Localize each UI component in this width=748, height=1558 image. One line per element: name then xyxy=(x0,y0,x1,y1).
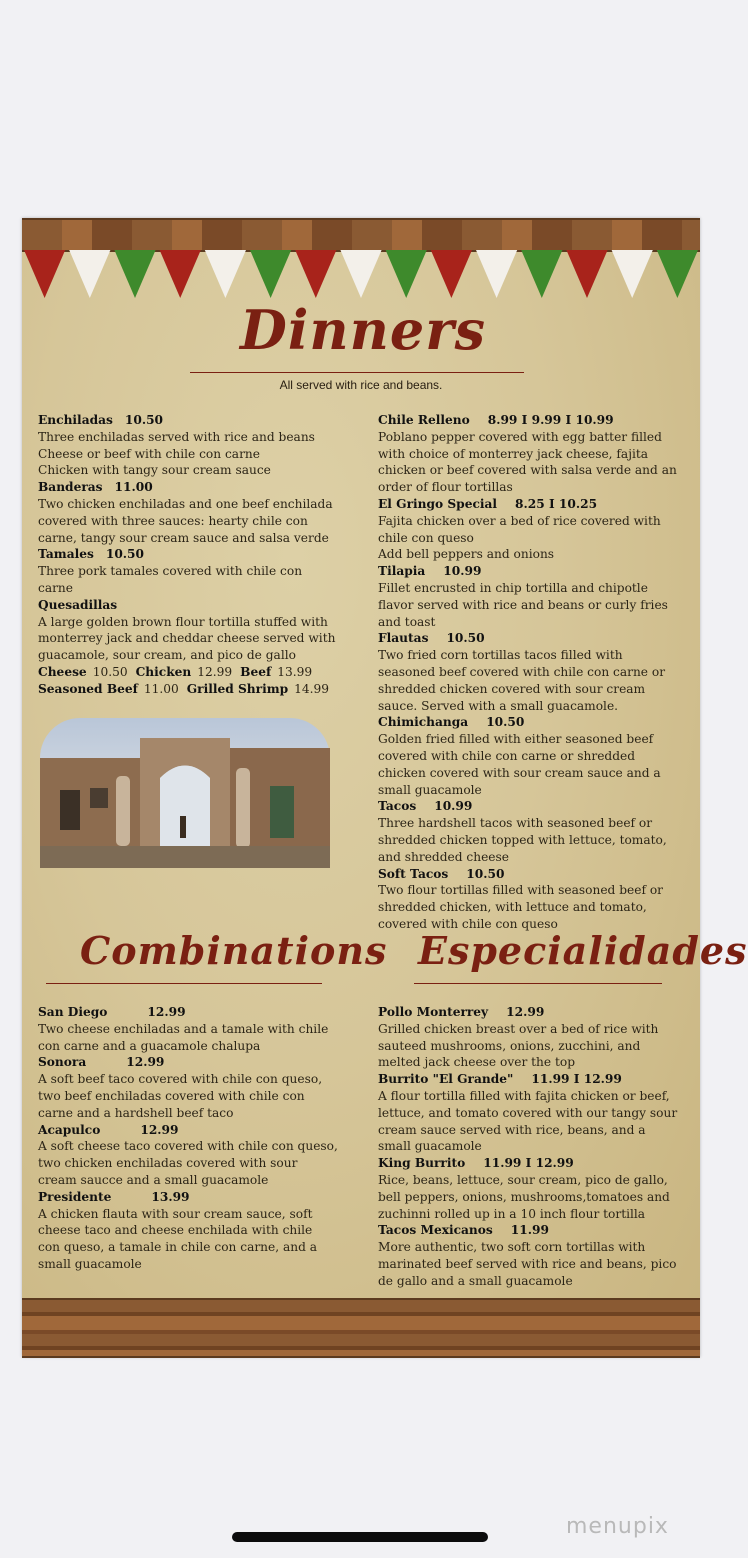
menu-item-description: Chicken with tangy sour cream sauce xyxy=(38,463,271,478)
combinations-rule xyxy=(46,983,322,984)
menu-item-price: 13.99 xyxy=(151,1189,190,1204)
flag-pennant xyxy=(476,250,517,298)
menu-item-description: Rice, beans, lettuce, sour cream, pico de gallo, bell peppers, onions, mushrooms,tomatoes and zuchinni rolled up in a 10 inch flour tortilla xyxy=(378,1172,670,1221)
menu-item-price: 10.50 xyxy=(446,631,485,646)
menu-page xyxy=(22,218,748,1357)
dinners-subtitle: All served with rice and beans. xyxy=(279,378,443,392)
menu-item-name: Pollo Monterrey xyxy=(378,1005,489,1019)
menu-item-name: King Burrito xyxy=(378,1156,466,1171)
menu-item-name: Quesadillas xyxy=(38,597,118,612)
menu-item-price: 10.99 xyxy=(443,564,482,579)
menu-item xyxy=(378,496,678,563)
menu-item-price: 12.99 xyxy=(147,1005,186,1019)
menu-item-price: 11.99 I 12.99 xyxy=(483,1156,574,1171)
menu-item xyxy=(378,714,678,798)
menu-item-price: 10.99 xyxy=(434,799,473,814)
menu-item xyxy=(38,1004,338,1054)
especialidades-title: Especialidades xyxy=(418,928,748,973)
menu-item-description: Three pork tamales covered with chile con carne xyxy=(38,564,303,595)
menu-item-price: 11.99 xyxy=(510,1223,549,1238)
menu-item-price: 10.50 xyxy=(466,866,505,881)
menu-item-description: More authentic, two soft corn tortillas with marinated beef served with rice and beans, pico de gallo and a small guacamole xyxy=(378,1240,677,1288)
menu-item xyxy=(38,546,338,596)
menu-item-description: A chicken flauta with sour cream sauce, soft cheese taco and cheese enchilada with chile con queso, a tamale in chile con carne, and a small guacamole xyxy=(38,1206,318,1271)
menu-item-description: Three enchiladas served with rice and beans xyxy=(38,429,315,444)
menu-item xyxy=(38,412,338,479)
menu-item-description: Two cheese enchiladas and a tamale with chile con carne and a guacamole chalupa xyxy=(38,1021,329,1053)
menu-item-name: Banderas xyxy=(38,480,103,495)
wood-border-top xyxy=(22,218,700,252)
menu-item xyxy=(378,798,678,865)
menu-item xyxy=(38,1122,338,1189)
flag-pennant xyxy=(612,250,653,298)
flag-pennant xyxy=(114,250,155,298)
dinners-left-column xyxy=(38,412,338,698)
menu-item-name: Sonora xyxy=(38,1055,87,1070)
menu-item-name: Tacos Mexicanos xyxy=(378,1223,493,1238)
dinners-rule xyxy=(190,372,524,373)
flag-pennant xyxy=(205,250,246,298)
flag-pennant xyxy=(521,250,562,298)
menu-item xyxy=(378,1071,678,1155)
menu-item-description: A soft cheese taco covered with chile con queso, two chicken enchiladas covered with sour cream saucce and a small guacamole xyxy=(38,1139,338,1187)
menu-item-price: 12.99 xyxy=(506,1005,545,1019)
menu-item-price: 11.99 I 12.99 xyxy=(531,1072,622,1087)
menu-item-price: 12.99 xyxy=(140,1122,179,1137)
quesadilla-option-price: 12.99 xyxy=(197,664,233,679)
menu-item-price: 8.25 I 10.25 xyxy=(515,496,598,511)
menu-item-description: Fillet encrusted in chip tortilla and chipotle flavor served with rice and beans or curly fries and toast xyxy=(378,580,668,629)
menu-item-name: Enchiladas xyxy=(38,413,113,427)
flag-pennant xyxy=(431,250,472,298)
menu-item-name: Burrito "El Grande" xyxy=(378,1072,514,1087)
menu-item-description: Poblano pepper covered with egg batter filled with choice of monterrey jack cheese, fajita chicken or beef covered with salsa verde and an order of flour tortillas xyxy=(378,429,677,495)
menu-item xyxy=(378,563,678,630)
menu-item-description: Three hardshell tacos with seasoned beef or shredded chicken topped with lettuce, tomato, and shredded cheese xyxy=(378,816,667,864)
flag-pennant xyxy=(566,250,607,298)
menu-item-description: Add bell peppers and onions xyxy=(378,547,555,562)
quesadilla-options-row xyxy=(38,664,338,681)
quesadilla-option-label: Beef xyxy=(240,664,272,679)
quesadilla-option-price: 11.00 xyxy=(143,681,179,696)
menu-item-name: Soft Tacos xyxy=(378,866,449,881)
quesadilla-option-label: Chicken xyxy=(135,664,192,679)
menu-item xyxy=(378,1155,678,1222)
menu-item xyxy=(378,1222,678,1289)
menu-item-price: 10.50 xyxy=(486,715,525,730)
menu-item-name: Presidente xyxy=(38,1189,112,1204)
menu-item-description: Two chicken enchiladas and one beef enchilada covered with three sauces: hearty chile con carne, tangy sour cream sauce and salsa verde xyxy=(38,496,333,545)
menu-item xyxy=(38,479,338,546)
menu-item-price: 11.00 xyxy=(114,480,153,495)
quesadilla-option-price: 13.99 xyxy=(277,664,313,679)
menu-item xyxy=(38,1054,338,1121)
flag-pennant xyxy=(295,250,336,298)
menu-item-description: A flour tortilla filled with fajita chicken or beef, lettuce, and tomato covered with our tangy sour cream sauce served with rice, beans, and a small guacamole xyxy=(378,1088,678,1154)
menu-item xyxy=(378,866,678,933)
menu-item-description: Fajita chicken over a bed of rice covered with chile con queso xyxy=(378,513,661,545)
menu-item xyxy=(378,412,678,496)
menu-item-name: El Gringo Special xyxy=(378,496,498,511)
menu-item-description: Golden fried filled with either seasoned beef covered with chile con carne or shredded chicken covered with sour cream sauce and a small guacamole xyxy=(378,732,661,797)
menu-item-description: Grilled chicken breast over a bed of rice with sauteed mushrooms, onions, zucchini, and melted jack cheese over the top xyxy=(378,1021,659,1070)
menu-item-name: San Diego xyxy=(38,1005,108,1019)
quesadilla-option-label: Cheese xyxy=(38,664,87,679)
especialidades-rule xyxy=(414,983,662,984)
flag-pennant xyxy=(69,250,110,298)
dinners-title: Dinners xyxy=(240,298,487,362)
quesadilla-options-row xyxy=(38,681,338,698)
menu-item xyxy=(378,630,678,714)
especialidades-column xyxy=(378,1004,678,1290)
menu-item-name: Acapulco xyxy=(38,1122,101,1137)
menu-item xyxy=(378,1004,678,1071)
quesadilla-option-label: Grilled Shrimp xyxy=(186,681,289,696)
flag-pennant xyxy=(657,250,698,298)
menu-item-name: Tamales xyxy=(38,547,94,562)
menu-item-description: A soft beef taco covered with chile con queso, two beef enchiladas covered with chile con carne and a hardshell beef taco xyxy=(38,1072,323,1120)
menu-item-name: Chimichanga xyxy=(378,715,469,730)
flag-pennant xyxy=(340,250,381,298)
menupix-watermark: menupix xyxy=(566,1514,669,1539)
home-indicator[interactable] xyxy=(232,1532,488,1542)
dinners-right-column xyxy=(378,412,678,933)
menu-item-description: A large golden brown flour tortilla stuffed with monterrey jack and cheddar cheese served with guacamole, sour cream, and pico de gallo xyxy=(38,614,336,663)
quesadilla-option-price: 10.50 xyxy=(92,664,128,679)
menu-item-description: Cheese or beef with chile con carne xyxy=(38,446,260,461)
wood-border-bottom xyxy=(22,1298,700,1358)
menu-item xyxy=(38,597,338,664)
courtyard-painting xyxy=(40,718,330,868)
menu-item-description: Two flour tortillas filled with seasoned beef or shredded chicken, with lettuce and tomato, covered with chile con queso xyxy=(378,883,664,931)
menu-item-price: 10.50 xyxy=(105,547,145,562)
flag-pennant xyxy=(386,250,427,298)
menu-item xyxy=(38,1189,338,1273)
menu-item-price: 8.99 I 9.99 I 10.99 xyxy=(487,413,614,427)
menu-item-price: 12.99 xyxy=(126,1055,165,1070)
flag-pennant xyxy=(250,250,291,298)
quesadilla-option-price: 14.99 xyxy=(294,681,330,696)
quesadilla-option-label: Seasoned Beef xyxy=(38,681,138,696)
menu-item-description: Two fried corn tortillas tacos filled with seasoned beef covered with chile con carne or shredded chicken covered with sour cream sauce. Served with a small guacamole. xyxy=(378,648,666,713)
papel-picado-flags xyxy=(22,250,700,300)
combinations-column xyxy=(38,1004,338,1273)
flag-pennant xyxy=(24,250,65,298)
combinations-title: Combinations xyxy=(80,928,388,973)
menu-item-name: Tilapia xyxy=(378,564,426,579)
menu-item-price: 10.50 xyxy=(124,413,164,427)
menu-item-name: Tacos xyxy=(378,799,417,814)
menu-item-name: Chile Relleno xyxy=(378,413,470,427)
flag-pennant xyxy=(160,250,201,298)
menu-item-name: Flautas xyxy=(378,631,429,646)
